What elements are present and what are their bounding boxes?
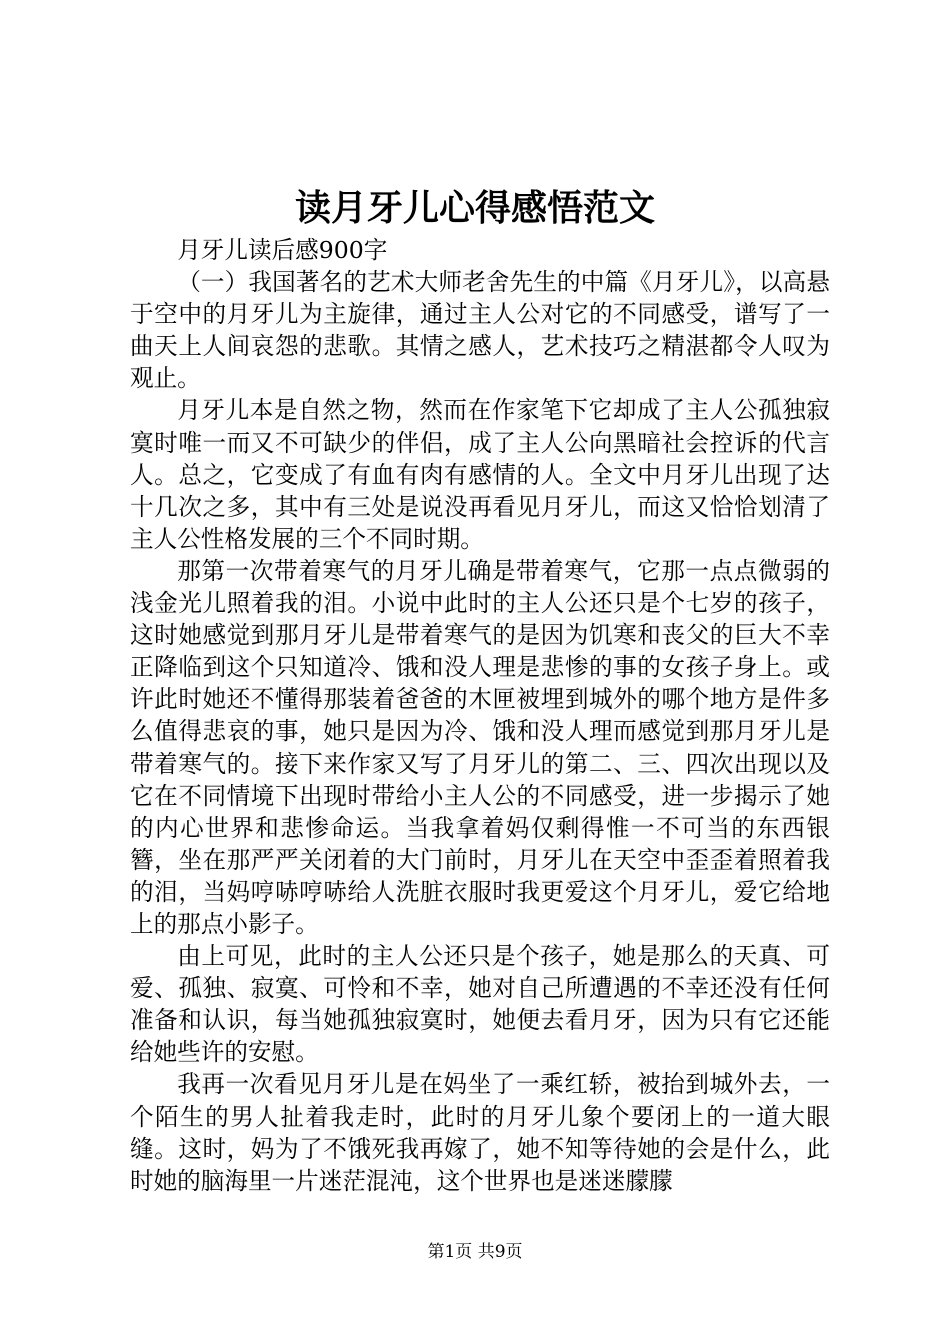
document-title: 读月牙儿心得感悟范文 [294, 187, 655, 229]
body-paragraph: 我再一次看见月牙儿是在妈坐了一乘红轿，被抬到城外去，一个陌生的男人扯着我走时，此时的月牙儿象个要闭上的一道大眼缝。这时，妈为了不饿死我再嫁了，她不知等待她的会是什么，此时她的脑海里一片迷茫混沌，这个世界也是迷迷朦朦 [130, 1070, 830, 1195]
document-body [130, 234, 830, 1197]
body-paragraph: 那第一次带着寒气的月牙儿确是带着寒气，它那一点点微弱的浅金光儿照着我的泪。小说中此时的主人公还只是个七岁的孩子，这时她感觉到那月牙儿是带着寒气的是因为饥寒和丧父的巨大不幸正降临到这个只知道冷、饿和没人理是悲惨的事的女孩子身上。或许此时她还不懂得那装着爸爸的木匣被埋到城外的哪个地方是件多么值得悲哀的事，她只是因为冷、饿和没人理而感觉到那月牙儿是带着寒气的。接下来作家又写了月牙儿的第二、三、四次出现以及它在不同情境下出现时带给小主人公的不同感受，进一步揭示了她的内心世界和悲惨命运。当我拿着妈仅剩得惟一不可当的东西银簪，坐在那严严关闭着的大门前时，月牙儿在天空中歪歪着照着我的泪，当妈哼哧哼哧给人洗脏衣服时我更爱这个月牙儿，爱它给地上的那点小影子。 [130, 556, 830, 938]
document-subtitle: 月牙儿读后感900字 [177, 236, 388, 264]
body-paragraph: 月牙儿本是自然之物，然而在作家笔下它却成了主人公孤独寂寞时唯一而又不可缺少的伴侣，成了主人公向黑暗社会控诉的代言人。总之，它变成了有血有肉有感情的人。全文中月牙儿出现了达十几次之多，其中有三处是说没再看见月牙儿，而这又恰恰划清了主人公性格发展的三个不同时期。 [130, 396, 830, 553]
page-footer: 第1页 共9页 [427, 1242, 523, 1262]
body-paragraph: （一）我国著名的艺术大师老舍先生的中篇《月牙儿》，以高悬于空中的月牙儿为主旋律，通过主人公对它的不同感受，谱写了一曲天上人间哀怨的悲歌。其情之感人，艺术技巧之精湛都令人叹为观止。 [130, 268, 830, 393]
body-paragraph: 由上可见，此时的主人公还只是个孩子，她是那么的天真、可爱、孤独、寂寞、可怜和不幸，她对自己所遭遇的不幸还没有任何准备和认识，每当她孤独寂寞时，她便去看月牙，因为只有它还能给她些许的安慰。 [130, 942, 830, 1067]
